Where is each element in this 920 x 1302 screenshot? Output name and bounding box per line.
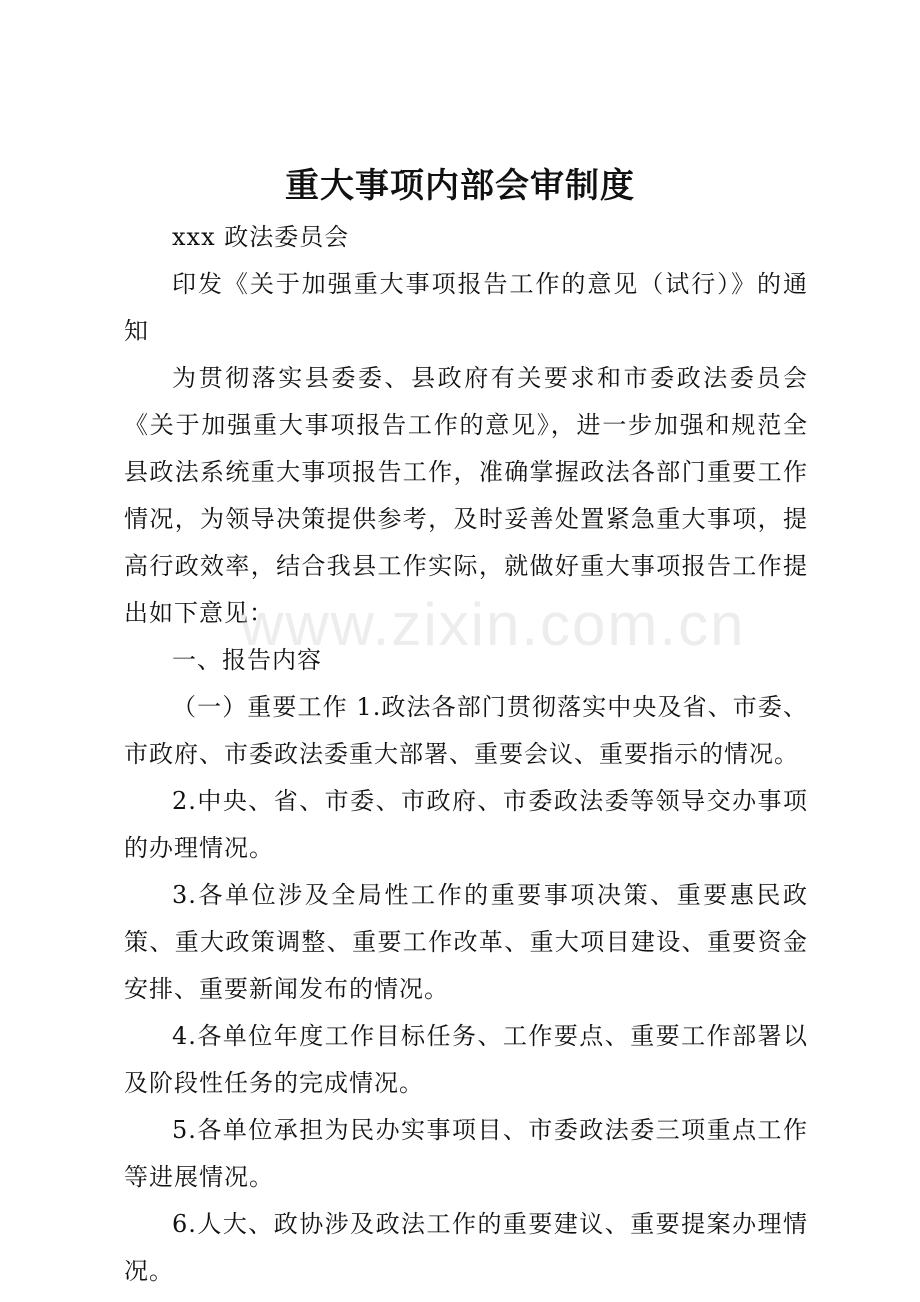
paragraph-item-1: （一）重要工作 1.政法各部门贯彻落实中央及省、市委、市政府、市委政法委重大部署、重要会议、重要指示的情况。 — [124, 693, 808, 768]
document-title: 重大事项内部会审制度 — [285, 166, 635, 206]
paragraph-item-2: 2.中央、省、市委、市政府、市委政法委等领导交办事项的办理情况。 — [124, 787, 808, 862]
document-body — [124, 214, 808, 1295]
paragraph-item-4: 4.各单位年度工作目标任务、工作要点、重要工作部署以及阶段性任务的完成情况。 — [124, 1022, 808, 1097]
paragraph-item-3: 3.各单位涉及全局性工作的重要事项决策、重要惠民政策、重大政策调整、重要工作改革、重大项目建设、重要资金安排、重要新闻发布的情况。 — [124, 881, 808, 1003]
paragraph-item-6: 6.人大、政协涉及政法工作的重要建议、重要提案办理情况。 — [124, 1210, 808, 1285]
section-heading-report-content: 一、报告内容 — [172, 646, 322, 674]
watermark: www.zixin.com.cn — [240, 591, 746, 658]
paragraph-notice-title: 印发《关于加强重大事项报告工作的意见（试行）》的通知 — [124, 270, 808, 345]
paragraph-item-5: 5.各单位承担为民办实事项目、市委政法委三项重点工作等进展情况。 — [124, 1116, 808, 1191]
paragraph-intro: 为贯彻落实县委委、县政府有关要求和市委政法委员会《关于加强重大事项报告工作的意见》，进一步加强和规范全县政法系统重大事项报告工作，准确掌握政法各部门重要工作情况，为领导决策提供参考，及时妥善处置紧急重大事项，提高行政效率，结合我县工作实际，就做好重大事项报告工作提出如下意见： — [124, 364, 808, 627]
paragraph-issuer: xxx 政法委员会 — [172, 223, 350, 251]
